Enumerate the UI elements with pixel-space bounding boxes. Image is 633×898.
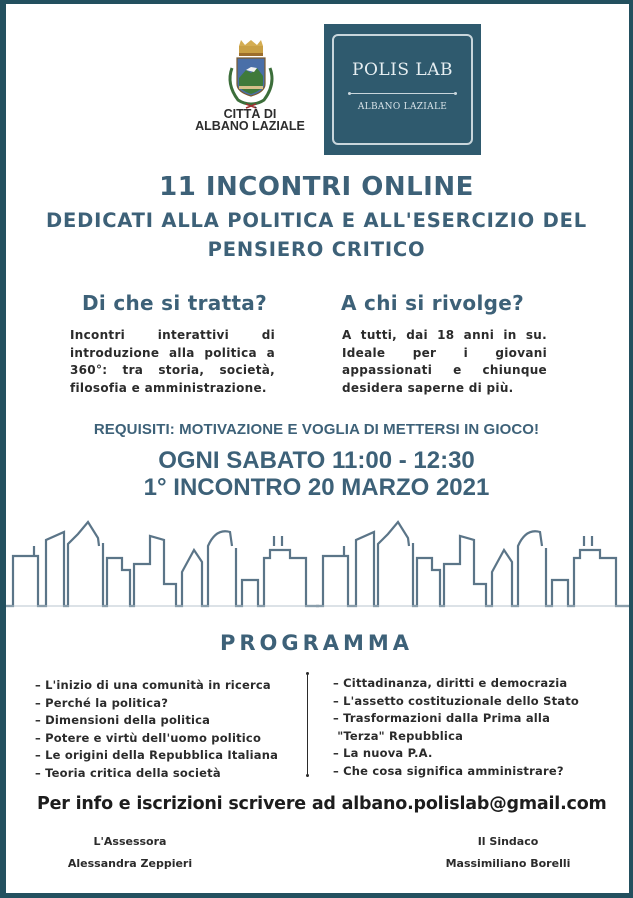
list-item: – Cittadinanza, diritti e democrazia [333, 675, 579, 693]
main-headline: 11 INCONTRI ONLINE [159, 172, 474, 202]
list-item-continuation: "Terza" Repubblica [337, 728, 464, 743]
audience-heading: A chi si rivolge? [341, 291, 525, 315]
crest-caption-line1: CITTÀ DI [223, 107, 277, 121]
programma-heading: PROGRAMMA [219, 631, 414, 655]
signature-sindaco [418, 831, 598, 875]
list-item: – L'inizio di una comunità in ricerca [35, 677, 278, 695]
sub-headline [0, 206, 633, 264]
logo-subtitle: ALBANO LAZIALE [357, 102, 448, 112]
requirements-text: REQUISITI: MOTIVAZIONE E VOGLIA DI METTERSI IN GIOCO! [93, 421, 540, 438]
what-is-it-heading: Di che si tratta? [82, 291, 268, 315]
signature-name: Massimiliano Borelli [445, 857, 571, 870]
schedule [0, 447, 633, 501]
audience-text: A tutti, dai 18 anni in su. Ideale per i giovani appassionati e chiunque desidera saperne di più. [342, 328, 547, 395]
logo-border [332, 34, 473, 145]
sub-headline-line2: PENSIERO CRITICO [207, 238, 426, 261]
skyline-segment-2 [316, 522, 629, 606]
sub-headline-line1: DEDICATI ALLA POLITICA E ALL'ESERCIZIO DEL [46, 209, 587, 232]
list-item: – L'assetto costituzionale dello Stato [333, 693, 579, 711]
crest-caption [190, 108, 310, 132]
list-item: – Che cosa significa amministrare? [333, 763, 579, 781]
contact-info: Per info e iscrizioni scrivere ad albano.polislab@gmail.com [37, 794, 607, 814]
list-item: – Perché la politica? [35, 695, 278, 713]
signature-role: L'Assessora [93, 835, 167, 848]
list-item: – Teoria critica della società [35, 765, 278, 783]
coat-of-arms-icon [222, 40, 280, 112]
skyline-segment-1 [6, 522, 319, 606]
what-is-it-text: Incontri interattivi di introduzione alla politica a 360°: tra storia, società, filosofia e amministrazione. [70, 328, 275, 395]
city-skyline-icon [6, 518, 629, 610]
signature-assessora [50, 831, 210, 875]
logo-divider [348, 93, 457, 94]
list-item: – Dimensioni della politica [35, 712, 278, 730]
programma-list-left [35, 677, 278, 782]
crest-caption-line2: ALBANO LAZIALE [195, 119, 305, 133]
programma-list-right [333, 675, 579, 780]
list-item: – Le origini della Repubblica Italiana [35, 747, 278, 765]
signature-role: Il Sindaco [477, 835, 539, 848]
logo-title: POLIS LAB [352, 60, 453, 80]
polis-lab-logo [324, 24, 481, 155]
schedule-weekly: OGNI SABATO 11:00 - 12:30 [158, 447, 475, 474]
list-item: – Trasformazioni dalla Prima alla [333, 710, 579, 728]
signature-name: Alessandra Zeppieri [67, 857, 193, 870]
schedule-first-meeting: 1° INCONTRO 20 MARZO 2021 [143, 474, 490, 501]
list-item: – Potere e virtù dell'uomo politico [35, 730, 278, 748]
column-divider [307, 673, 308, 776]
list-item: – La nuova P.A. [333, 745, 579, 763]
